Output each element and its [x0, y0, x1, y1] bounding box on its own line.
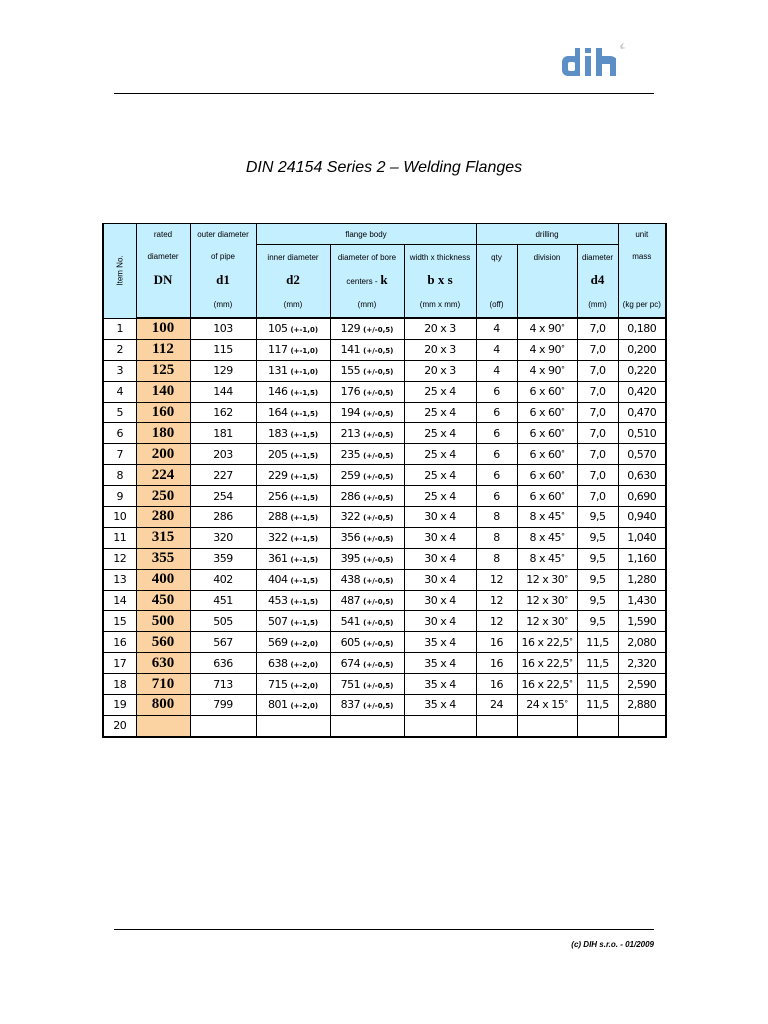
bore-centers-header: diameter of bore	[330, 245, 404, 270]
dih-logo	[560, 40, 656, 80]
mass-cell: 2,880	[618, 695, 666, 716]
mass-cell: 0,570	[618, 444, 666, 465]
d1-cell: 162	[190, 402, 256, 423]
item-no-header: Item No.	[103, 224, 136, 319]
qty-cell: 6	[476, 423, 517, 444]
k-cell: 213 (+/-0,5)	[330, 423, 404, 444]
item-no-cell: 10	[103, 507, 136, 528]
dn-cell: 500	[136, 611, 190, 632]
k-cell: 356 (+/-0,5)	[330, 527, 404, 548]
qty-cell: 6	[476, 465, 517, 486]
mass-cell: 0,510	[618, 423, 666, 444]
bxs-unit: (mm x mm)	[404, 291, 476, 318]
inner-diameter-header: inner diameter	[256, 245, 330, 270]
k-cell: 395 (+/-0,5)	[330, 548, 404, 569]
division-cell: 8 x 45°	[517, 548, 577, 569]
d2-cell: 569 (+-2,0)	[256, 632, 330, 653]
division-cell: 4 x 90°	[517, 318, 577, 339]
mass-cell: 2,080	[618, 632, 666, 653]
division-cell: 12 x 30°	[517, 569, 577, 590]
d1-cell: 713	[190, 674, 256, 695]
d2-cell: 105 (+-1,0)	[256, 318, 330, 339]
d4-cell: 9,5	[577, 507, 618, 528]
header-row-4	[103, 291, 666, 318]
item-no-cell: 13	[103, 569, 136, 590]
d2-cell: 146 (+-1,5)	[256, 381, 330, 402]
bxs-cell: 30 x 4	[404, 569, 476, 590]
k-cell: 235 (+/-0,5)	[330, 444, 404, 465]
d4-cell: 7,0	[577, 318, 618, 339]
table-row	[103, 569, 666, 590]
table-row	[103, 611, 666, 632]
outer-diameter-header: outer diameter	[190, 224, 256, 245]
d4-cell: 11,5	[577, 632, 618, 653]
mass-cell: 2,320	[618, 653, 666, 674]
flange-table	[102, 223, 667, 738]
d4-cell: 7,0	[577, 486, 618, 507]
qty-cell: 4	[476, 318, 517, 339]
table-row	[103, 339, 666, 360]
table-row	[103, 444, 666, 465]
division-cell: 12 x 30°	[517, 590, 577, 611]
dn-cell: 400	[136, 569, 190, 590]
division-cell: 16 x 22,5°	[517, 674, 577, 695]
k-cell	[330, 715, 404, 736]
table-row	[103, 507, 666, 528]
bxs-cell: 25 x 4	[404, 465, 476, 486]
d1-cell	[190, 715, 256, 736]
dn-unit	[136, 291, 190, 318]
qty-header: qty	[476, 245, 517, 270]
d2-cell: 164 (+-1,5)	[256, 402, 330, 423]
qty-cell: 16	[476, 653, 517, 674]
qty-cell: 6	[476, 381, 517, 402]
division-cell: 8 x 45°	[517, 507, 577, 528]
item-no-cell: 4	[103, 381, 136, 402]
k-cell: 674 (+/-0,5)	[330, 653, 404, 674]
d4-diameter-header: diameter	[577, 245, 618, 270]
mass-cell: 0,470	[618, 402, 666, 423]
d4-cell: 9,5	[577, 611, 618, 632]
division-cell: 4 x 90°	[517, 339, 577, 360]
dn-cell: 125	[136, 360, 190, 381]
qty-cell: 6	[476, 444, 517, 465]
dn-cell: 710	[136, 674, 190, 695]
item-no-cell: 7	[103, 444, 136, 465]
d4-cell: 7,0	[577, 465, 618, 486]
d4-cell: 11,5	[577, 674, 618, 695]
d2-cell	[256, 715, 330, 736]
division-blank	[517, 269, 577, 291]
d4-cell: 7,0	[577, 402, 618, 423]
item-no-cell: 12	[103, 548, 136, 569]
d1-unit: (mm)	[190, 291, 256, 318]
bxs-cell: 35 x 4	[404, 653, 476, 674]
d2-cell: 229 (+-1,5)	[256, 465, 330, 486]
d1-cell: 103	[190, 318, 256, 339]
mass-header: mass	[618, 245, 666, 270]
unit-header: unit	[618, 224, 666, 245]
mass-cell: 2,590	[618, 674, 666, 695]
d2-cell: 322 (+-1,5)	[256, 527, 330, 548]
qty-blank	[476, 269, 517, 291]
table-row	[103, 423, 666, 444]
item-no-cell: 18	[103, 674, 136, 695]
k-cell: 141 (+/-0,5)	[330, 339, 404, 360]
table-row	[103, 465, 666, 486]
qty-cell: 6	[476, 402, 517, 423]
table-row	[103, 695, 666, 716]
dn-cell: 315	[136, 527, 190, 548]
mass-cell: 1,430	[618, 590, 666, 611]
d1-cell: 203	[190, 444, 256, 465]
k-cell: 541 (+/-0,5)	[330, 611, 404, 632]
d1-cell: 115	[190, 339, 256, 360]
dn-cell: 630	[136, 653, 190, 674]
k-cell: 438 (+/-0,5)	[330, 569, 404, 590]
qty-unit: (off)	[476, 291, 517, 318]
mass-cell: 1,280	[618, 569, 666, 590]
qty-cell: 8	[476, 507, 517, 528]
bxs-cell: 30 x 4	[404, 507, 476, 528]
d2-cell: 404 (+-1,5)	[256, 569, 330, 590]
division-cell	[517, 715, 577, 736]
flange-body-header: flange body	[256, 224, 476, 245]
dn-cell: 450	[136, 590, 190, 611]
qty-cell: 12	[476, 569, 517, 590]
d1-symbol: d1	[190, 269, 256, 291]
dn-cell: 560	[136, 632, 190, 653]
rated-header: rated	[136, 224, 190, 245]
bxs-cell: 25 x 4	[404, 486, 476, 507]
division-cell: 6 x 60°	[517, 402, 577, 423]
d1-cell: 567	[190, 632, 256, 653]
flange-table-body	[103, 318, 666, 737]
division-cell: 6 x 60°	[517, 465, 577, 486]
division-cell: 24 x 15°	[517, 695, 577, 716]
k-cell: 837 (+/-0,5)	[330, 695, 404, 716]
qty-cell	[476, 715, 517, 736]
d2-cell: 288 (+-1,5)	[256, 507, 330, 528]
mass-unit: (kg per pc)	[618, 291, 666, 318]
d4-cell: 9,5	[577, 569, 618, 590]
bxs-cell: 30 x 4	[404, 527, 476, 548]
division-cell: 8 x 45°	[517, 527, 577, 548]
d1-cell: 129	[190, 360, 256, 381]
table-row	[103, 590, 666, 611]
drilling-header: drilling	[476, 224, 618, 245]
mass-cell: 0,420	[618, 381, 666, 402]
k-cell: 751 (+/-0,5)	[330, 674, 404, 695]
item-no-cell: 20	[103, 715, 136, 736]
d1-cell: 254	[190, 486, 256, 507]
dn-cell: 800	[136, 695, 190, 716]
bxs-cell	[404, 715, 476, 736]
division-cell: 6 x 60°	[517, 423, 577, 444]
k-unit: (mm)	[330, 291, 404, 318]
table-row	[103, 653, 666, 674]
qty-cell: 24	[476, 695, 517, 716]
mass-cell: 0,940	[618, 507, 666, 528]
dn-cell: 250	[136, 486, 190, 507]
table-row	[103, 715, 666, 736]
k-cell: 194 (+/-0,5)	[330, 402, 404, 423]
of-pipe-header: of pipe	[190, 245, 256, 270]
d4-cell: 11,5	[577, 695, 618, 716]
footer-rule	[114, 929, 654, 930]
d4-cell: 7,0	[577, 360, 618, 381]
bxs-cell: 25 x 4	[404, 444, 476, 465]
k-cell: 155 (+/-0,5)	[330, 360, 404, 381]
qty-cell: 12	[476, 590, 517, 611]
qty-cell: 8	[476, 548, 517, 569]
table-row	[103, 360, 666, 381]
mass-cell: 0,180	[618, 318, 666, 339]
d4-unit: (mm)	[577, 291, 618, 318]
d1-cell: 636	[190, 653, 256, 674]
bxs-cell: 25 x 4	[404, 423, 476, 444]
k-cell: 605 (+/-0,5)	[330, 632, 404, 653]
mass-cell: 1,590	[618, 611, 666, 632]
qty-cell: 4	[476, 339, 517, 360]
item-no-cell: 11	[103, 527, 136, 548]
dn-cell: 355	[136, 548, 190, 569]
header-row-2	[103, 245, 666, 270]
item-no-cell: 19	[103, 695, 136, 716]
dn-cell: 280	[136, 507, 190, 528]
item-no-cell: 17	[103, 653, 136, 674]
mass-cell: 1,160	[618, 548, 666, 569]
item-no-cell: 16	[103, 632, 136, 653]
bxs-symbol: b x s	[404, 269, 476, 291]
d1-cell: 144	[190, 381, 256, 402]
d2-cell: 638 (+-2,0)	[256, 653, 330, 674]
d4-cell: 9,5	[577, 527, 618, 548]
item-no-cell: 3	[103, 360, 136, 381]
bxs-cell: 25 x 4	[404, 381, 476, 402]
k-cell: 286 (+/-0,5)	[330, 486, 404, 507]
d4-symbol: d4	[577, 269, 618, 291]
bxs-cell: 35 x 4	[404, 632, 476, 653]
mass-cell	[618, 715, 666, 736]
k-cell: 129 (+/-0,5)	[330, 318, 404, 339]
d1-cell: 451	[190, 590, 256, 611]
bxs-cell: 30 x 4	[404, 611, 476, 632]
table-row	[103, 527, 666, 548]
d1-cell: 227	[190, 465, 256, 486]
qty-cell: 16	[476, 632, 517, 653]
d4-cell: 9,5	[577, 590, 618, 611]
mass-blank	[618, 269, 666, 291]
k-cell: 176 (+/-0,5)	[330, 381, 404, 402]
d4-cell	[577, 715, 618, 736]
d2-cell: 117 (+-1,0)	[256, 339, 330, 360]
dn-cell: 224	[136, 465, 190, 486]
bxs-cell: 20 x 3	[404, 318, 476, 339]
d1-cell: 320	[190, 527, 256, 548]
dn-cell: 112	[136, 339, 190, 360]
division-cell: 4 x 90°	[517, 360, 577, 381]
bxs-cell: 30 x 4	[404, 590, 476, 611]
item-no-cell: 15	[103, 611, 136, 632]
division-cell: 6 x 60°	[517, 381, 577, 402]
d1-cell: 359	[190, 548, 256, 569]
qty-cell: 12	[476, 611, 517, 632]
item-no-cell: 14	[103, 590, 136, 611]
d4-cell: 7,0	[577, 381, 618, 402]
mass-cell: 0,630	[618, 465, 666, 486]
d2-symbol: d2	[256, 269, 330, 291]
d2-unit: (mm)	[256, 291, 330, 318]
d2-cell: 453 (+-1,5)	[256, 590, 330, 611]
d1-cell: 181	[190, 423, 256, 444]
item-no-cell: 9	[103, 486, 136, 507]
d2-cell: 183 (+-1,5)	[256, 423, 330, 444]
diameter-header: diameter	[136, 245, 190, 270]
table-row	[103, 402, 666, 423]
d1-cell: 799	[190, 695, 256, 716]
division-cell: 6 x 60°	[517, 444, 577, 465]
d4-cell: 7,0	[577, 444, 618, 465]
item-no-cell: 5	[103, 402, 136, 423]
d2-cell: 715 (+-2,0)	[256, 674, 330, 695]
item-no-cell: 6	[103, 423, 136, 444]
table-row	[103, 674, 666, 695]
page-title: DIN 24154 Series 2 – Welding Flanges	[245, 159, 523, 176]
table-row	[103, 486, 666, 507]
dn-cell: 200	[136, 444, 190, 465]
mass-cell: 0,200	[618, 339, 666, 360]
table-row	[103, 318, 666, 339]
item-no-cell: 1	[103, 318, 136, 339]
k-cell: 322 (+/-0,5)	[330, 507, 404, 528]
table-row	[103, 548, 666, 569]
dn-cell: 100	[136, 318, 190, 339]
division-unit	[517, 291, 577, 318]
d2-cell: 361 (+-1,5)	[256, 548, 330, 569]
dn-cell	[136, 715, 190, 736]
footer-copyright: (c) DIH s.r.o. - 01/2009	[571, 940, 654, 949]
k-symbol: centers - k	[330, 269, 404, 291]
bxs-cell: 25 x 4	[404, 402, 476, 423]
table-row	[103, 632, 666, 653]
mass-cell: 0,690	[618, 486, 666, 507]
k-cell: 487 (+/-0,5)	[330, 590, 404, 611]
d4-cell: 11,5	[577, 653, 618, 674]
dn-symbol: DN	[136, 269, 190, 291]
division-cell: 6 x 60°	[517, 486, 577, 507]
dn-cell: 160	[136, 402, 190, 423]
qty-cell: 4	[476, 360, 517, 381]
width-thickness-header: width x thickness	[404, 245, 476, 270]
mass-cell: 1,040	[618, 527, 666, 548]
division-cell: 16 x 22,5°	[517, 632, 577, 653]
mass-cell: 0,220	[618, 360, 666, 381]
header-row-1	[103, 224, 666, 245]
d1-cell: 286	[190, 507, 256, 528]
dn-cell: 140	[136, 381, 190, 402]
d1-cell: 505	[190, 611, 256, 632]
bxs-cell: 20 x 3	[404, 360, 476, 381]
d4-cell: 9,5	[577, 548, 618, 569]
dn-cell: 180	[136, 423, 190, 444]
k-cell: 259 (+/-0,5)	[330, 465, 404, 486]
qty-cell: 6	[476, 486, 517, 507]
item-no-cell: 2	[103, 339, 136, 360]
d4-cell: 7,0	[577, 423, 618, 444]
item-no-cell: 8	[103, 465, 136, 486]
d4-cell: 7,0	[577, 339, 618, 360]
bxs-cell: 30 x 4	[404, 548, 476, 569]
division-cell: 12 x 30°	[517, 611, 577, 632]
table-row	[103, 381, 666, 402]
qty-cell: 8	[476, 527, 517, 548]
bxs-cell: 20 x 3	[404, 339, 476, 360]
qty-cell: 16	[476, 674, 517, 695]
d1-cell: 402	[190, 569, 256, 590]
d2-cell: 507 (+-1,5)	[256, 611, 330, 632]
header-rule	[114, 93, 654, 94]
division-cell: 16 x 22,5°	[517, 653, 577, 674]
bxs-cell: 35 x 4	[404, 674, 476, 695]
d2-cell: 205 (+-1,5)	[256, 444, 330, 465]
d2-cell: 131 (+-1,0)	[256, 360, 330, 381]
division-header: division	[517, 245, 577, 270]
bxs-cell: 35 x 4	[404, 695, 476, 716]
d2-cell: 256 (+-1,5)	[256, 486, 330, 507]
header-row-3	[103, 269, 666, 291]
d2-cell: 801 (+-2,0)	[256, 695, 330, 716]
